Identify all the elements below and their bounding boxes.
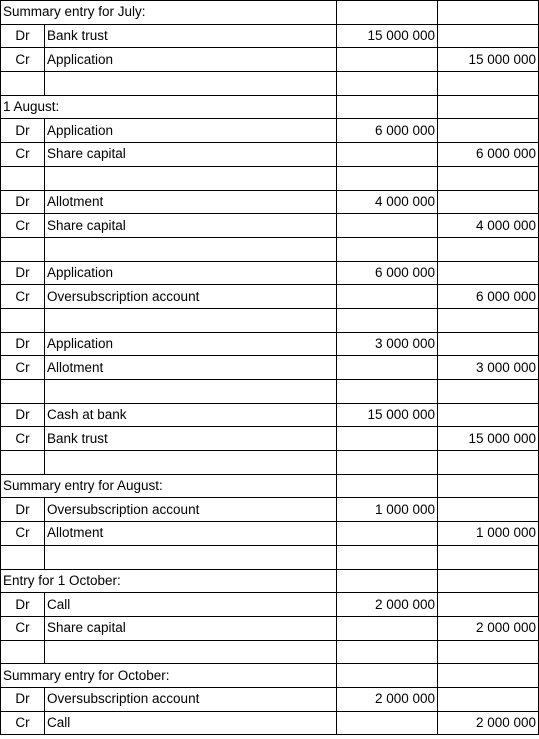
account-name xyxy=(45,166,337,190)
journal-entry-row xyxy=(1,143,539,167)
credit-amount: 6 000 000 xyxy=(438,143,539,167)
entry-type: Cr xyxy=(1,143,45,167)
debit-amount: 15 000 000 xyxy=(337,24,438,48)
credit-amount xyxy=(438,569,539,593)
account-name: Application xyxy=(45,48,337,72)
debit-amount: 3 000 000 xyxy=(337,332,438,356)
account-name xyxy=(45,308,337,332)
blank-row xyxy=(1,545,539,569)
debit-amount xyxy=(337,474,438,498)
debit-amount xyxy=(337,72,438,96)
credit-amount: 1 000 000 xyxy=(438,522,539,546)
entry-type: Dr xyxy=(1,498,45,522)
entry-type xyxy=(1,166,45,190)
entry-type: Cr xyxy=(1,427,45,451)
credit-amount: 6 000 000 xyxy=(438,285,539,309)
credit-amount: 4 000 000 xyxy=(438,214,539,238)
journal-entry-row xyxy=(1,403,539,427)
credit-amount xyxy=(438,403,539,427)
credit-amount xyxy=(438,545,539,569)
journal-entry-row xyxy=(1,593,539,617)
debit-amount xyxy=(337,616,438,640)
credit-amount xyxy=(438,72,539,96)
credit-amount xyxy=(438,237,539,261)
entry-type xyxy=(1,380,45,404)
section-heading: Summary entry for August: xyxy=(1,474,337,498)
entry-type: Dr xyxy=(1,119,45,143)
debit-amount xyxy=(337,356,438,380)
section-header-row xyxy=(1,95,539,119)
debit-amount: 2 000 000 xyxy=(337,687,438,711)
debit-amount: 6 000 000 xyxy=(337,261,438,285)
debit-amount xyxy=(337,451,438,475)
debit-amount xyxy=(337,711,438,735)
account-name: Bank trust xyxy=(45,24,337,48)
credit-amount xyxy=(438,1,539,25)
journal-entry-row xyxy=(1,190,539,214)
debit-amount xyxy=(337,95,438,119)
entry-type xyxy=(1,545,45,569)
journal-entry-row xyxy=(1,24,539,48)
account-name xyxy=(45,380,337,404)
blank-row xyxy=(1,308,539,332)
debit-amount: 2 000 000 xyxy=(337,593,438,617)
entry-type: Dr xyxy=(1,403,45,427)
blank-row xyxy=(1,451,539,475)
debit-amount xyxy=(337,143,438,167)
account-name: Oversubscription account xyxy=(45,285,337,309)
account-name: Share capital xyxy=(45,214,337,238)
entry-type: Dr xyxy=(1,593,45,617)
debit-amount: 1 000 000 xyxy=(337,498,438,522)
account-name: Oversubscription account xyxy=(45,687,337,711)
account-name: Call xyxy=(45,711,337,735)
section-header-row xyxy=(1,1,539,25)
section-header-row xyxy=(1,664,539,688)
credit-amount xyxy=(438,332,539,356)
section-header-row xyxy=(1,569,539,593)
journal-entry-row xyxy=(1,356,539,380)
account-name: Oversubscription account xyxy=(45,498,337,522)
debit-amount xyxy=(337,48,438,72)
account-name: Allotment xyxy=(45,522,337,546)
credit-amount xyxy=(438,95,539,119)
credit-amount: 3 000 000 xyxy=(438,356,539,380)
blank-row xyxy=(1,640,539,664)
account-name xyxy=(45,640,337,664)
blank-row xyxy=(1,166,539,190)
credit-amount xyxy=(438,498,539,522)
debit-amount xyxy=(337,285,438,309)
section-heading: Entry for 1 October: xyxy=(1,569,337,593)
debit-amount xyxy=(337,664,438,688)
credit-amount: 15 000 000 xyxy=(438,427,539,451)
section-heading: Summary entry for October: xyxy=(1,664,337,688)
journal-entry-row xyxy=(1,427,539,451)
account-name: Allotment xyxy=(45,190,337,214)
credit-amount xyxy=(438,640,539,664)
credit-amount xyxy=(438,664,539,688)
entry-type: Dr xyxy=(1,24,45,48)
credit-amount xyxy=(438,119,539,143)
entry-type: Cr xyxy=(1,214,45,238)
section-heading: 1 August: xyxy=(1,95,337,119)
section-header-row xyxy=(1,474,539,498)
credit-amount xyxy=(438,166,539,190)
debit-amount xyxy=(337,380,438,404)
entry-type: Dr xyxy=(1,190,45,214)
journal-entry-row xyxy=(1,48,539,72)
entry-type: Cr xyxy=(1,356,45,380)
journal-entry-row xyxy=(1,522,539,546)
debit-amount xyxy=(337,1,438,25)
credit-amount: 2 000 000 xyxy=(438,616,539,640)
debit-amount xyxy=(337,545,438,569)
credit-amount xyxy=(438,380,539,404)
section-heading: Summary entry for July: xyxy=(1,1,337,25)
entry-type: Cr xyxy=(1,616,45,640)
entry-type xyxy=(1,640,45,664)
entry-type: Dr xyxy=(1,687,45,711)
credit-amount xyxy=(438,190,539,214)
credit-amount xyxy=(438,474,539,498)
entry-type xyxy=(1,451,45,475)
entry-type: Dr xyxy=(1,332,45,356)
journal-entry-row xyxy=(1,711,539,735)
blank-row xyxy=(1,380,539,404)
credit-amount: 15 000 000 xyxy=(438,48,539,72)
journal-entry-row xyxy=(1,214,539,238)
journal-entries-body xyxy=(1,1,539,735)
debit-amount xyxy=(337,166,438,190)
debit-amount xyxy=(337,569,438,593)
journal-entry-row xyxy=(1,687,539,711)
debit-amount xyxy=(337,237,438,261)
debit-amount xyxy=(337,308,438,332)
journal-entry-row xyxy=(1,498,539,522)
journal-entry-row xyxy=(1,332,539,356)
entry-type: Cr xyxy=(1,711,45,735)
debit-amount xyxy=(337,214,438,238)
debit-amount: 6 000 000 xyxy=(337,119,438,143)
debit-amount xyxy=(337,522,438,546)
entry-type xyxy=(1,237,45,261)
entry-type xyxy=(1,308,45,332)
account-name: Application xyxy=(45,119,337,143)
credit-amount xyxy=(438,451,539,475)
account-name: Share capital xyxy=(45,143,337,167)
journal-entry-row xyxy=(1,261,539,285)
credit-amount xyxy=(438,308,539,332)
blank-row xyxy=(1,237,539,261)
journal-entry-row xyxy=(1,285,539,309)
account-name: Allotment xyxy=(45,356,337,380)
journal-entry-row xyxy=(1,616,539,640)
account-name: Application xyxy=(45,332,337,356)
credit-amount xyxy=(438,261,539,285)
account-name: Bank trust xyxy=(45,427,337,451)
account-name xyxy=(45,451,337,475)
account-name xyxy=(45,237,337,261)
account-name: Call xyxy=(45,593,337,617)
account-name xyxy=(45,545,337,569)
credit-amount xyxy=(438,24,539,48)
account-name: Application xyxy=(45,261,337,285)
credit-amount xyxy=(438,593,539,617)
entry-type: Cr xyxy=(1,48,45,72)
debit-amount xyxy=(337,640,438,664)
debit-amount: 4 000 000 xyxy=(337,190,438,214)
credit-amount: 2 000 000 xyxy=(438,711,539,735)
account-name: Share capital xyxy=(45,616,337,640)
debit-amount: 15 000 000 xyxy=(337,403,438,427)
entry-type: Cr xyxy=(1,285,45,309)
credit-amount xyxy=(438,687,539,711)
journal-entry-row xyxy=(1,119,539,143)
entry-type xyxy=(1,72,45,96)
account-name: Cash at bank xyxy=(45,403,337,427)
debit-amount xyxy=(337,427,438,451)
entry-type: Cr xyxy=(1,522,45,546)
blank-row xyxy=(1,72,539,96)
account-name xyxy=(45,72,337,96)
entry-type: Dr xyxy=(1,261,45,285)
